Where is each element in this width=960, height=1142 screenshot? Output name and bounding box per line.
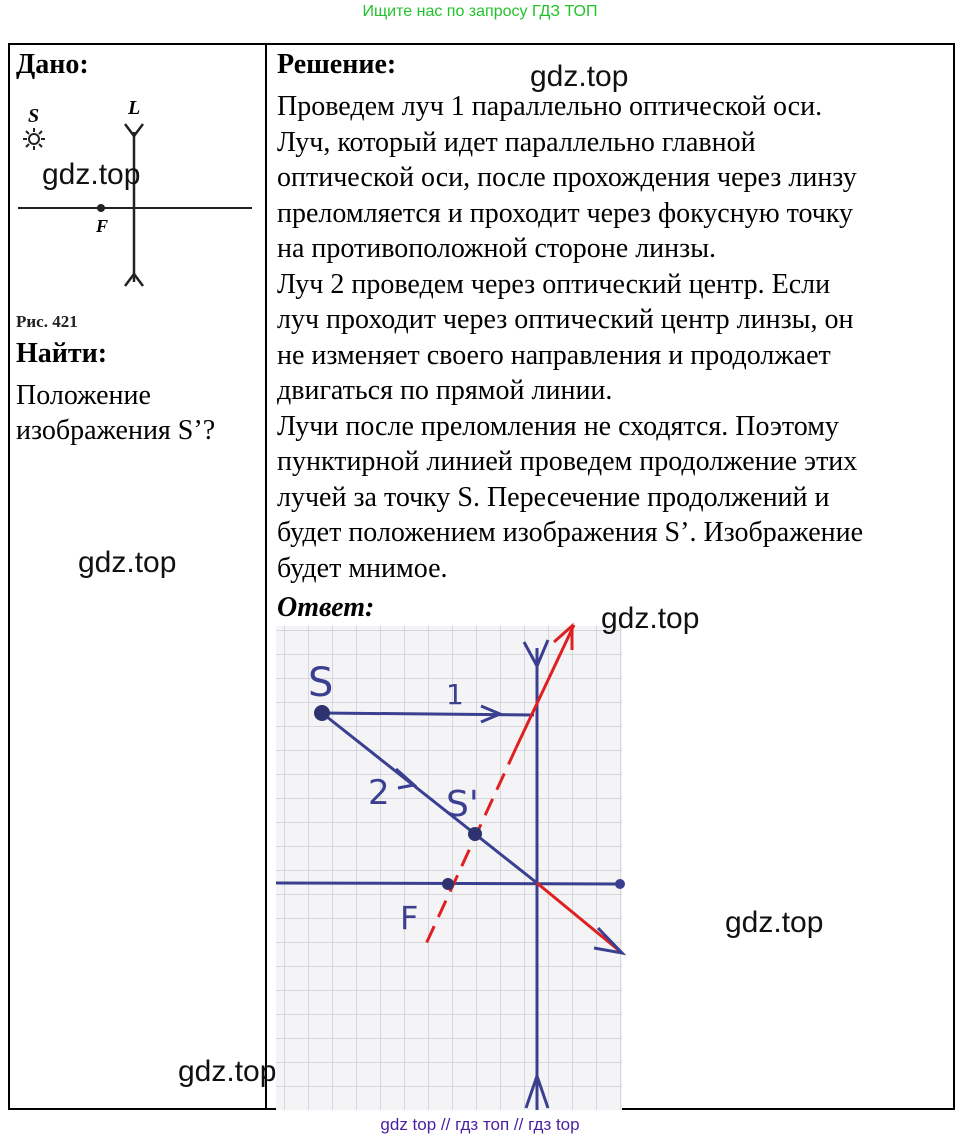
solution-line: будет положением изображения S’. Изображение: [277, 517, 864, 548]
figure-caption: Рис. 421: [16, 312, 78, 331]
focus-point: [97, 204, 105, 212]
answer-heading: Ответ:: [277, 592, 375, 623]
solution-line: двигаться по прямой линии.: [277, 375, 613, 406]
solution-line: оптической оси, после прохождения через линзу: [277, 162, 857, 193]
solution-line: на противоположной стороне линзы.: [277, 233, 717, 264]
source-point: [314, 705, 330, 721]
watermark: gdz.top: [725, 906, 824, 939]
solution-line: Луч 2 проведем через оптический центр. Если: [277, 268, 831, 300]
given-figure: [12, 92, 262, 322]
focus-label: F: [96, 216, 109, 236]
solution-line: Лучи после преломления не сходятся. Поэтому: [277, 410, 839, 442]
given-heading: Дано:: [16, 49, 89, 80]
watermark: gdz.top: [530, 60, 629, 93]
source-label: S: [28, 105, 40, 127]
solution-line: луч проходит через оптический центр линзы, он: [277, 304, 854, 335]
solution-line: не изменяет своего направления и продолжает: [277, 339, 831, 371]
image-label: S': [446, 784, 479, 825]
solution-line: Проведем луч 1 параллельно оптической оси.: [277, 91, 823, 122]
footer: gdz top // гдз топ // гдз top: [380, 1115, 580, 1134]
lens-label: L: [128, 97, 141, 119]
source-label: S: [308, 660, 334, 706]
solution-line: преломляется и проходит через фокусную точку: [277, 197, 854, 229]
solution-line: будет мнимое.: [277, 552, 448, 584]
find-line: Положение: [16, 380, 151, 411]
watermark: gdz.top: [42, 158, 141, 191]
solution-heading: Решение:: [277, 49, 397, 80]
light-source-icon: [23, 128, 45, 150]
answer-figure: [276, 626, 622, 1110]
lens-top-head: [125, 124, 143, 136]
ray-1-label: 1: [446, 678, 464, 711]
watermark: gdz.top: [178, 1055, 277, 1088]
column-divider: [265, 43, 267, 1110]
watermark: gdz.top: [78, 546, 177, 579]
axis-end-dot: [615, 879, 625, 889]
watermark: gdz.top: [601, 602, 700, 635]
solution-line: лучей за точку S. Пересечение продолжений и: [277, 481, 830, 513]
top-banner: Ищите нас по запросу ГДЗ ТОП: [362, 3, 598, 20]
focus-point: [442, 878, 454, 890]
solution-line: Луч, который идет параллельно главной: [277, 126, 756, 158]
image-point: [468, 827, 482, 841]
find-line: изображения S’?: [16, 415, 216, 446]
focus-label: F: [400, 899, 419, 937]
solution-line: пунктирной линией проведем продолжение этих: [277, 446, 858, 477]
find-heading: Найти:: [16, 338, 108, 369]
ray-2-label: 2: [368, 773, 390, 813]
